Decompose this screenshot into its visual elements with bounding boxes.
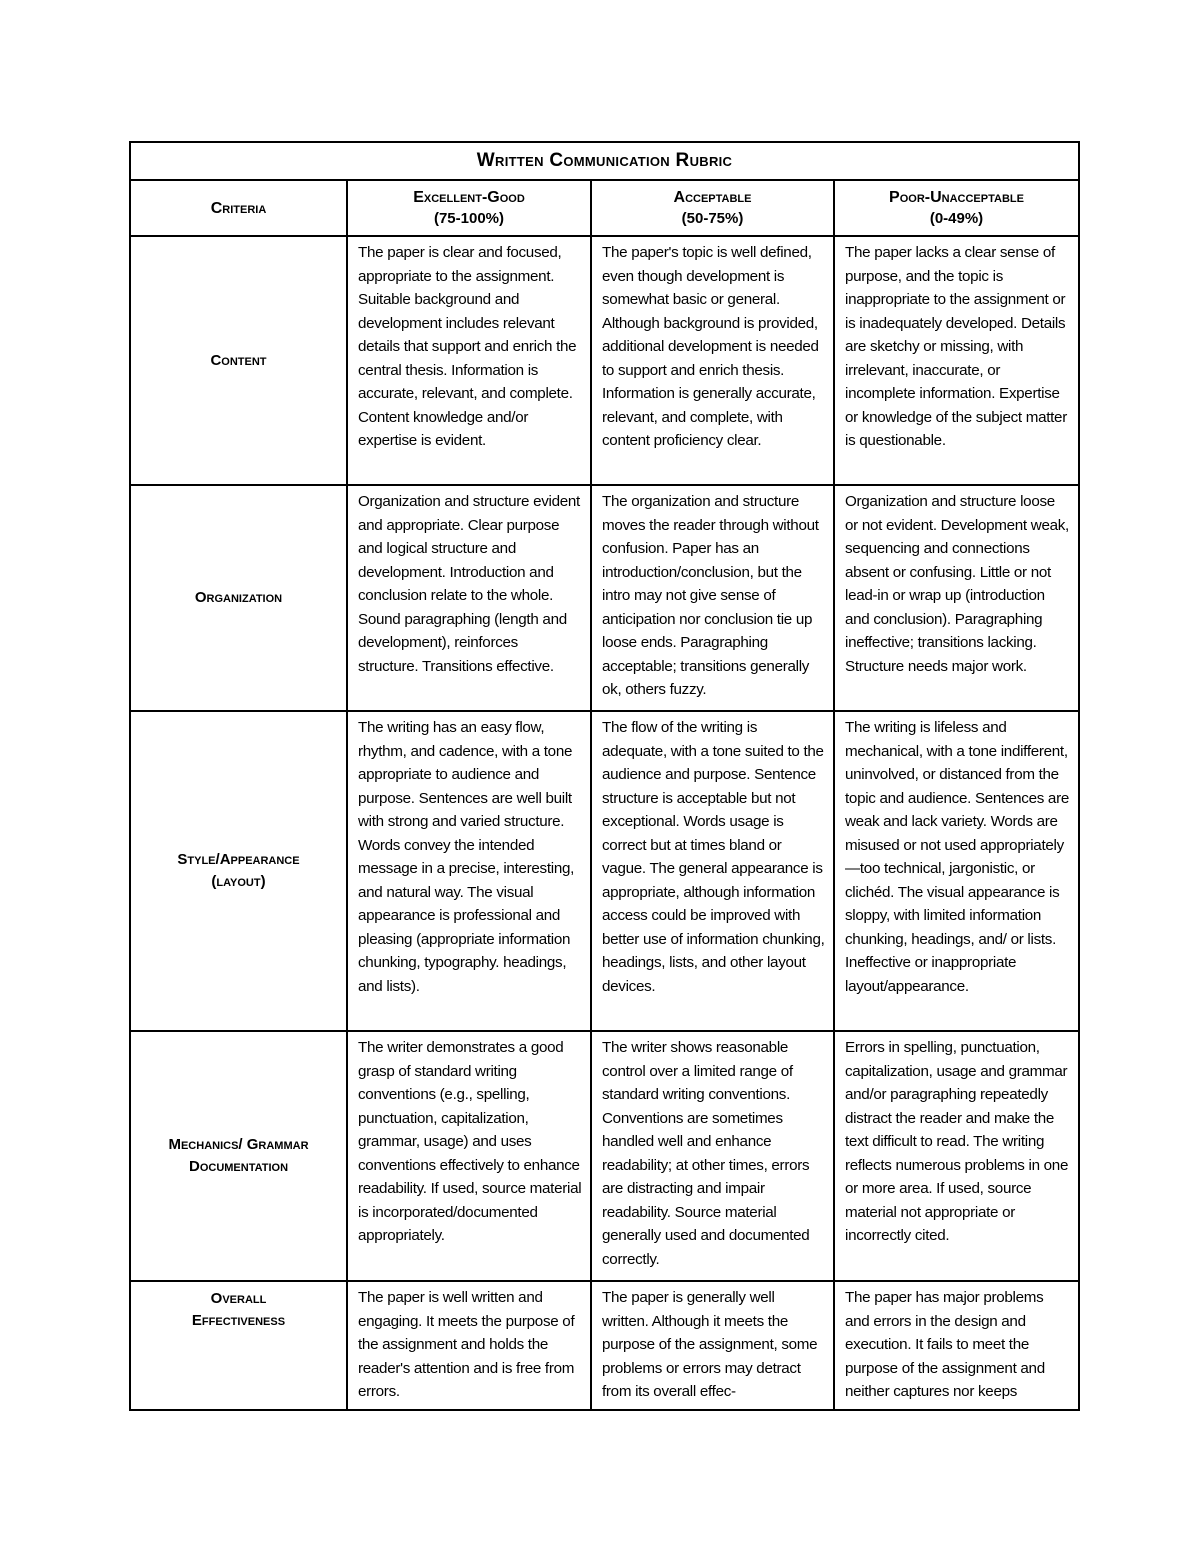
cell-overall-excellent: The paper is well written and engaging. It meets the purpose of the assignment and holds the reader's attention and is free from errors. <box>347 1281 591 1410</box>
row-content <box>130 236 1079 485</box>
criteria-organization: Organization <box>130 485 347 711</box>
criteria-style-appearance <box>130 711 347 1031</box>
criteria-overall-label: Overall Effectiveness <box>191 1290 286 1329</box>
header-excellent-good <box>347 180 591 236</box>
header-acceptable <box>591 180 834 236</box>
row-style-appearance <box>130 711 1079 1031</box>
cell-organization-excellent: Organization and structure evident and appropriate. Clear purpose and logical structure and development. Introduction and conclusion relate to the whole. Sound paragraphing (length and development), reinforces structure. Transitions effective. <box>347 485 591 711</box>
header-row <box>130 180 1079 236</box>
cell-content-excellent: The paper is clear and focused, appropriate to the assignment. Suitable background and development includes relevant details that support and enrich the central thesis. Information is accurate, relevant, and complete. Content knowledge and/or expertise is evident. <box>347 236 591 485</box>
criteria-mechanics <box>130 1031 347 1281</box>
rubric-title: Written Communication Rubric <box>130 142 1079 180</box>
cell-content-acceptable: The paper's topic is well defined, even though development is somewhat basic or general. Although background is provided, additional development is needed to support and enrich thesis. Information is generally accurate, relevant, and complete, with content proficiency clear. <box>591 236 834 485</box>
header-poor-range: (0-49%) <box>929 210 984 227</box>
header-excellent-range: (75-100%) <box>433 210 505 227</box>
criteria-style-label: Style/Appearance (layout) <box>177 851 300 890</box>
header-poor-unacceptable <box>834 180 1079 236</box>
criteria-mechanics-label: Mechanics/ Grammar Documentation <box>168 1136 309 1175</box>
row-mechanics <box>130 1031 1079 1281</box>
row-organization <box>130 485 1079 711</box>
cell-organization-acceptable: The organization and structure moves the reader through without confusion. Paper has an introduction/conclusion, but the intro may not give sense of anticipation nor conclusion tie up loose ends. Paragraphing acceptable; transitions generally ok, others fuzzy. <box>591 485 834 711</box>
header-excellent-label: Excellent-Good <box>413 189 525 206</box>
criteria-overall <box>130 1281 347 1410</box>
cell-style-acceptable: The flow of the writing is adequate, with a tone suited to the audience and purpose. Sentence structure is acceptable but not exceptional. Words usage is correct but at times bland or vague. The general appearance is appropriate, although information access could be improved with better use of information chunking, headings, lists, and other layout devices. <box>591 711 834 1031</box>
header-criteria-label: Criteria <box>210 199 267 217</box>
cell-style-poor: The writing is lifeless and mechanical, with a tone indifferent, uninvolved, or distanced from the topic and audience. Sentences are weak and lack variety. Words are misused or not used appropriately—too technical, jargonistic, or clichéd. The visual appearance is sloppy, with limited information chunking, headings, and/ or lists. Ineffective or inappropriate layout/appearance. <box>834 711 1079 1031</box>
cell-overall-acceptable: The paper is generally well written. Although it meets the purpose of the assignment, some problems or errors may detract from its overall effec- <box>591 1281 834 1410</box>
header-acceptable-label: Acceptable <box>673 189 752 206</box>
header-acceptable-range: (50-75%) <box>681 210 744 227</box>
rubric-table <box>129 141 1080 1411</box>
cell-organization-poor: Organization and structure loose or not evident. Development weak, sequencing and connections absent or confusing. Little or not lead-in or wrap up (introduction and conclusion). Paragraphing ineffective; transitions lacking. Structure needs major work. <box>834 485 1079 711</box>
cell-mechanics-poor: Errors in spelling, punctuation, capitalization, usage and grammar and/or paragraphing repeatedly distract the reader and make the text difficult to read. The writing reflects numerous problems in one or more area. If used, source material not appropriate or incorrectly cited. <box>834 1031 1079 1281</box>
cell-overall-poor: The paper has major problems and errors in the design and execution. It fails to meet the purpose of the assignment and neither captures nor keeps <box>834 1281 1079 1410</box>
cell-mechanics-acceptable: The writer shows reasonable control over a limited range of standard writing conventions. Conventions are sometimes handled well and enhance readability; at other times, errors are distracting and impair readability. Source material generally used and documented correctly. <box>591 1031 834 1281</box>
title-row <box>130 142 1079 180</box>
criteria-content: Content <box>130 236 347 485</box>
cell-mechanics-excellent: The writer demonstrates a good grasp of standard writing conventions (e.g., spelling, punctuation, capitalization, grammar, usage) and uses conventions effectively to enhance readability. If used, source material is incorporated/documented appropriately. <box>347 1031 591 1281</box>
header-criteria <box>130 180 347 236</box>
cell-style-excellent: The writing has an easy flow, rhythm, and cadence, with a tone appropriate to audience and purpose. Sentences are well built with strong and varied structure. Words convey the intended message in a precise, interesting, and natural way. The visual appearance is professional and pleasing (appropriate information chunking, typography. headings, and lists). <box>347 711 591 1031</box>
row-overall-effectiveness <box>130 1281 1079 1410</box>
header-poor-label: Poor-Unacceptable <box>889 189 1024 206</box>
cell-content-poor: The paper lacks a clear sense of purpose, and the topic is inappropriate to the assignment or is inadequately developed. Details are sketchy or missing, with irrelevant, inaccurate, or incomplete information. Expertise or knowledge of the subject matter is questionable. <box>834 236 1079 485</box>
